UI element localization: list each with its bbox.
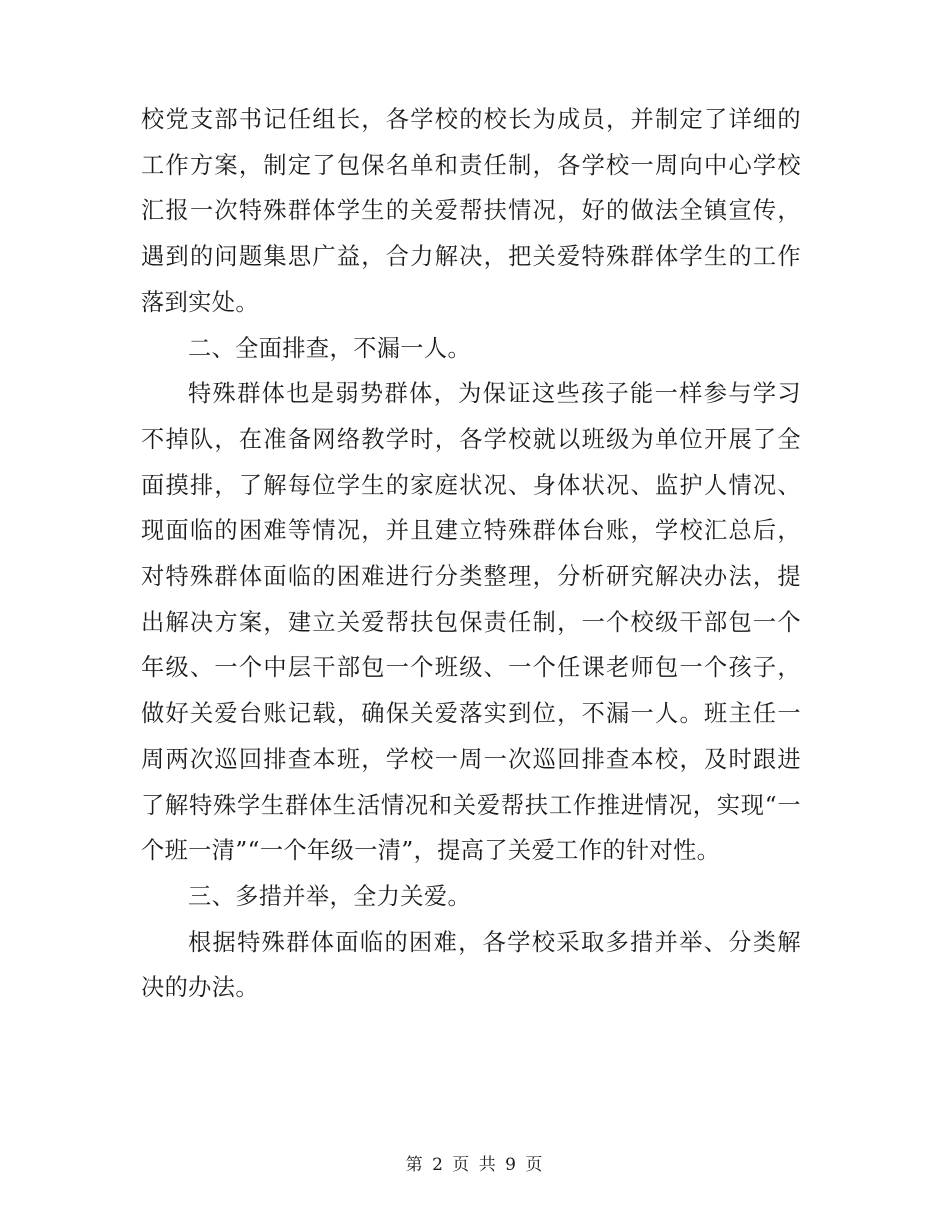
section-heading-3: 三、多措并举，全力关爱。 [188,882,472,910]
page-number-footer: 第 2 页 共 9 页 [405,1155,545,1175]
section-heading-2: 二、全面排查，不漏一人。 [188,334,472,362]
paragraph-continuation: 校党支部书记任组长，各学校的校长为成员，并制定了详细的工作方案，制定了包保名单和责任制，各学校一周向中心学校汇报一次特殊群体学生的关爱帮扶情况，好的做法全镇宣传，遇到的问题集思广益，合力解决，把关爱特殊群体学生的工作落到实处。 [141,106,801,316]
paragraph-measures: 根据特殊群体面临的困难，各学校采取多措并举、分类解决的办法。 [141,928,801,1002]
document-body [141,97,801,1011]
paragraph-investigation: 特殊群体也是弱势群体，为保证这些孩子能一样参与学习不掉队，在准备网络教学时，各学校就以班级为单位开展了全面摸排，了解每位学生的家庭状况、身体状况、监护人情况、现面临的困难等情况，并且建立特殊群体台账，学校汇总后，对特殊群体面临的困难进行分类整理，分析研究解决办法，提出解决方案，建立关爱帮扶包保责任制，一个校级干部包一个年级、一个中层干部包一个班级、一个任课老师包一个孩子，做好关爱台账记载，确保关爱落实到位，不漏一人。班主任一周两次巡回排查本班，学校一周一次巡回排查本校，及时跟进了解特殊学生群体生活情况和关爱帮扶工作推进情况，实现“一个班一清”“一个年级一清”，提高了关爱工作的针对性。 [141,380,801,865]
